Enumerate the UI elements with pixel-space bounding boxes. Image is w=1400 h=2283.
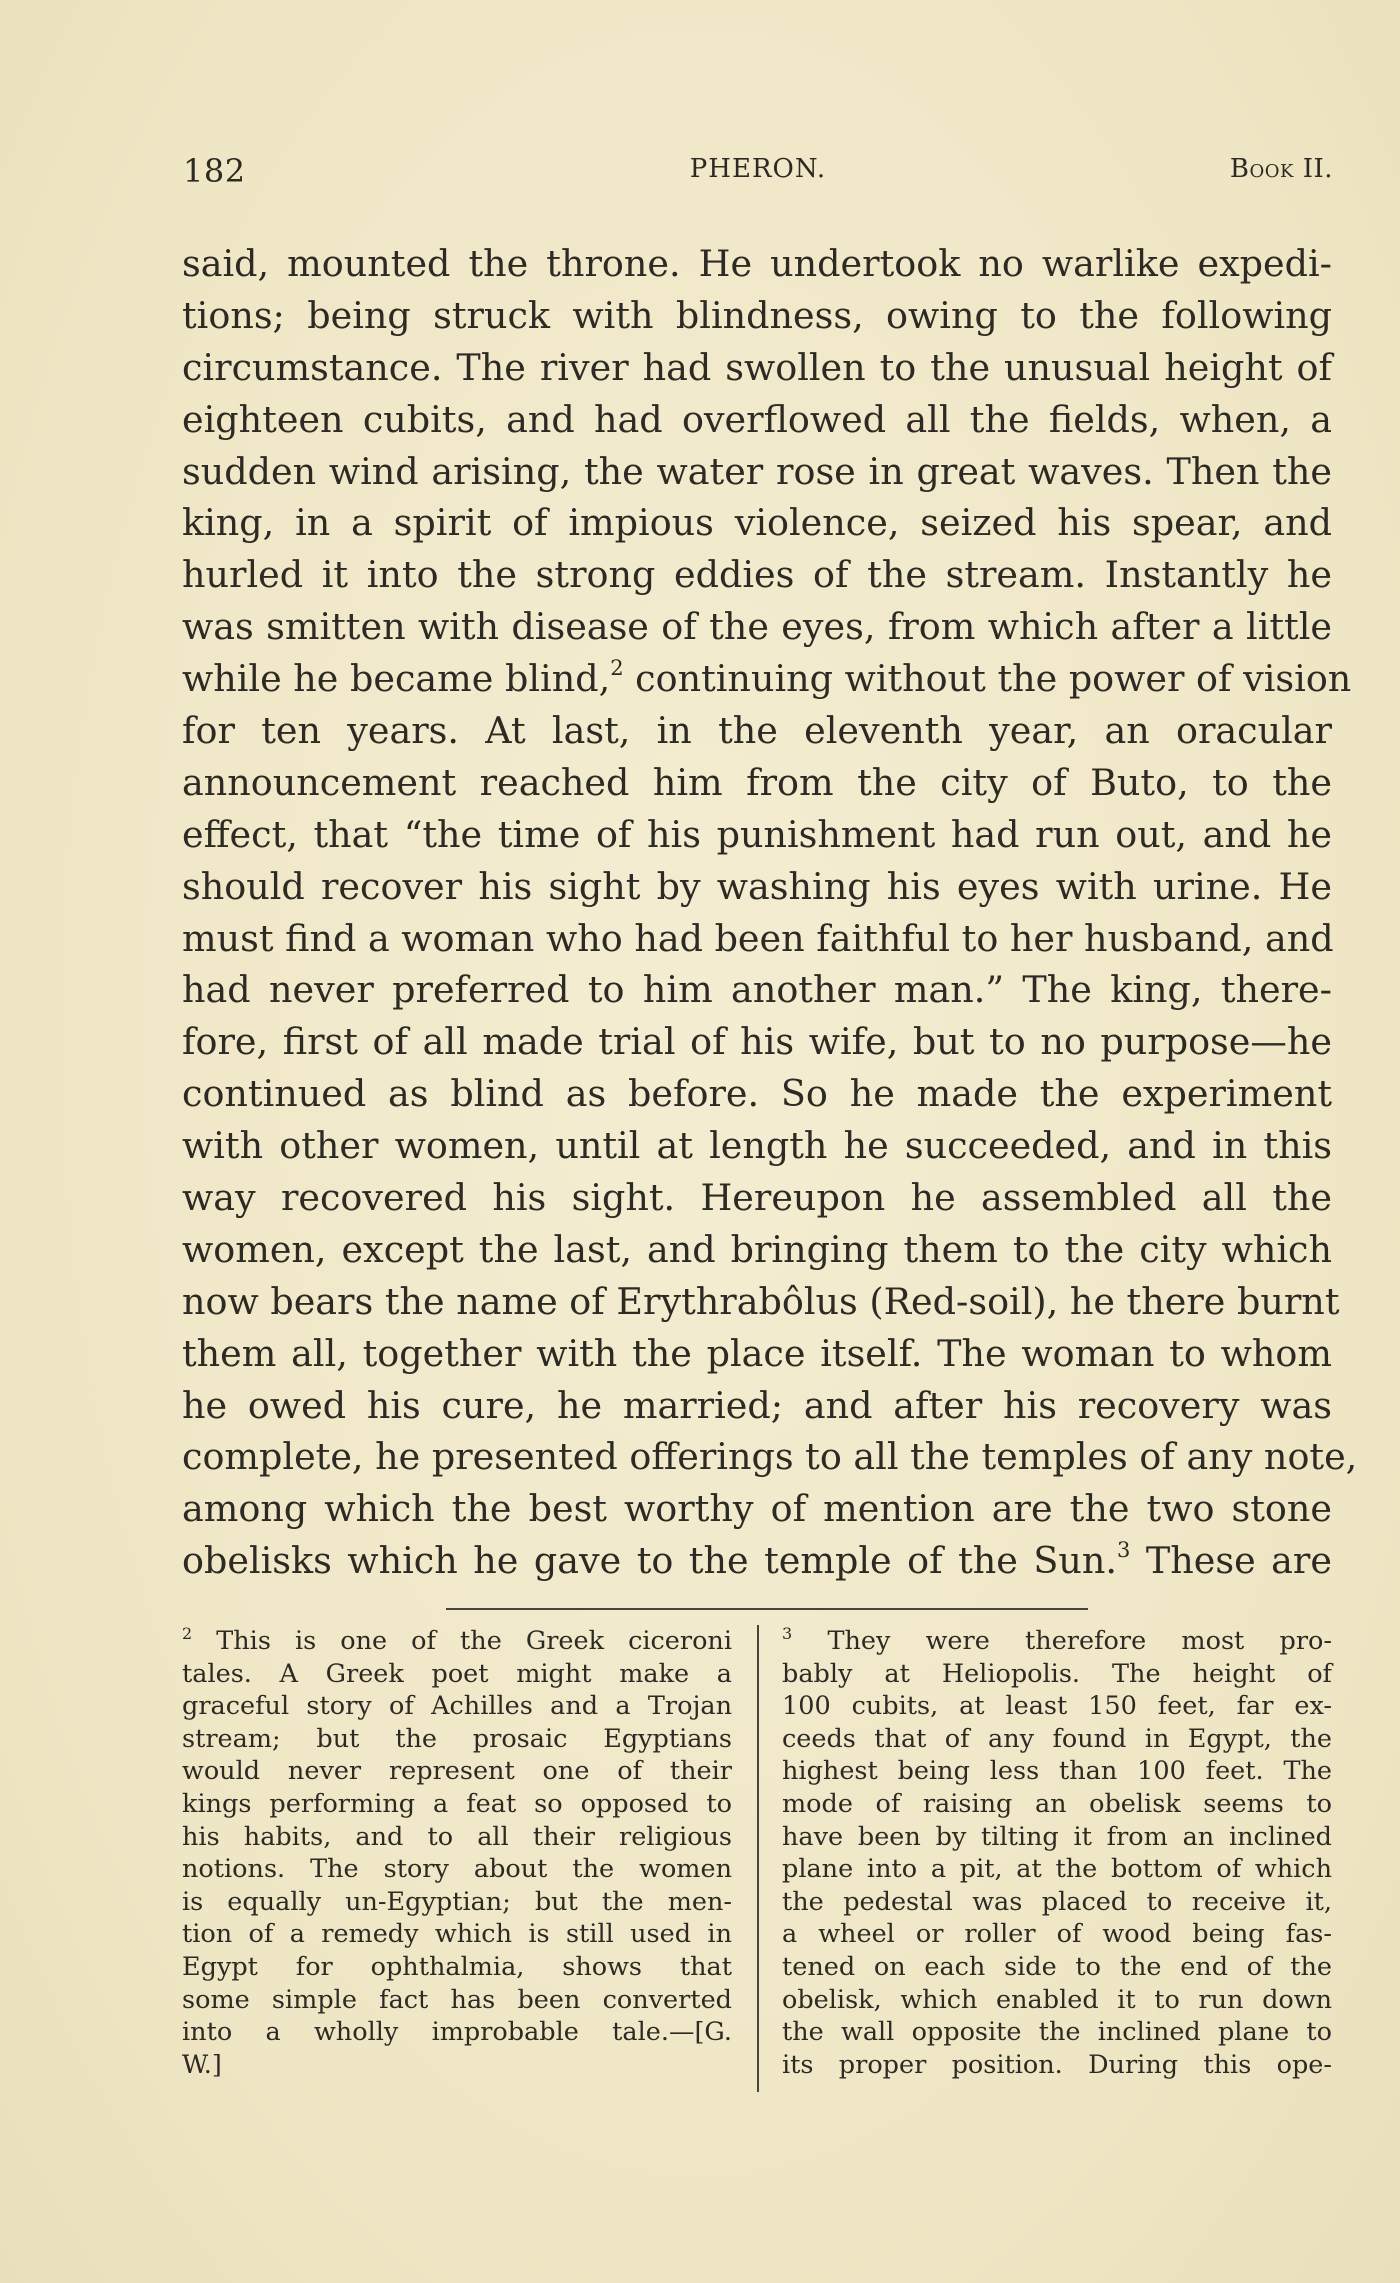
body-line-text: obelisks which he gave to the temple of the Sun. [182, 1539, 1118, 1583]
footnote-2 [182, 1625, 732, 2081]
body-line-text: hurled it into the strong eddies of the stream. Instantly he [182, 553, 1332, 597]
footnote-line-text: into a wholly improbable tale.—[G. [182, 2017, 732, 2048]
body-line [182, 290, 1332, 342]
footnote-line [182, 1951, 732, 1984]
body-line-text: continued as blind as before. So he made the experiment [182, 1072, 1332, 1116]
footnote-line [782, 1918, 1332, 1951]
body-line-text: now bears the name of Erythrabôlus (Red-soil), he there burnt [182, 1279, 1340, 1323]
footnote-line-text: notions. The story about the women [182, 1854, 732, 1885]
footnote-line [782, 2016, 1332, 2049]
body-line-text: he owed his cure, he married; and after his recovery was [182, 1383, 1332, 1427]
body-line-text: them all, together with the place itself. The woman to whom [182, 1331, 1332, 1375]
footnote-line [182, 1788, 732, 1821]
body-line [182, 1276, 1340, 1328]
body-line [182, 601, 1332, 653]
body-line [182, 1120, 1332, 1172]
footnote-line [182, 1821, 732, 1854]
footnote-line [182, 1625, 732, 1658]
footnote-line [182, 1918, 732, 1951]
footnote-line-text: his habits, and to all their religious [182, 1821, 732, 1852]
body-line-text: while he became blind, [182, 657, 611, 701]
footnote-line-text: tened on each side to the end of the [782, 1951, 1332, 1982]
footnote-reference: 2 [610, 656, 624, 681]
footnotes [182, 1625, 1332, 2105]
body-line [182, 497, 1332, 549]
footnote-line-text: the wall opposite the inclined plane to [782, 2017, 1332, 2048]
footnote-column-divider [757, 1625, 759, 2092]
footnote-line-text: stream; but the prosaic Egyptians [182, 1723, 732, 1754]
body-line-text: effect, that “the time of his punishment had run out, and he [182, 812, 1332, 856]
body-line [182, 394, 1332, 446]
footnote-marker: 3 [782, 1624, 793, 1643]
body-line [182, 1483, 1332, 1535]
footnote-line [782, 1853, 1332, 1886]
footnote-line [782, 1690, 1332, 1723]
body-line [182, 1380, 1332, 1432]
footnote-line-text: highest being less than 100 feet. The [782, 1756, 1332, 1787]
body-line [182, 1328, 1332, 1380]
footnote-line-text: would never represent one of their [182, 1756, 732, 1787]
body-line-text: for ten years. At last, in the eleventh year, an oracular [182, 709, 1332, 753]
footnote-line [182, 1755, 732, 1788]
page-header [183, 152, 1333, 196]
body-line [182, 446, 1332, 498]
body-line [182, 1535, 1332, 1587]
footnote-line [182, 1886, 732, 1919]
body-line-text: had never preferred to him another man.” The king, there- [182, 968, 1332, 1012]
body-line [182, 549, 1332, 601]
footnote-line-text: bably at Heliopolis. The height of [782, 1658, 1332, 1689]
footnote-marker: 2 [182, 1624, 193, 1643]
body-line [182, 964, 1332, 1016]
footnote-line-text: ceeds that of any found in Egypt, the [782, 1723, 1332, 1754]
body-line [182, 757, 1332, 809]
footnote-line-text: its proper position. During this ope- [782, 2049, 1332, 2080]
body-line [182, 913, 1332, 965]
body-line-text: with other women, until at length he succeeded, and in this [182, 1124, 1332, 1168]
footnote-line-text: graceful story of Achilles and a Trojan [182, 1691, 732, 1722]
body-line [182, 1016, 1332, 1068]
footnote-line-text: mode of raising an obelisk seems to [782, 1788, 1332, 1819]
footnote-reference: 3 [1117, 1538, 1131, 1563]
running-title: PHERON. [689, 154, 827, 184]
footnote-line-text: This is one of the Greek ciceroni [216, 1626, 733, 1656]
footnote-line-text: is equally un-Egyptian; but the men- [182, 1886, 732, 1917]
footnote-line-text: tales. A Greek poet might make a [182, 1658, 732, 1689]
footnote-line [182, 1984, 732, 2017]
footnote-3 [782, 1625, 1332, 2081]
footnote-line-text: the pedestal was placed to receive it, [782, 1886, 1332, 1917]
footnote-line-text: They were therefore most pro- [827, 1626, 1332, 1656]
footnote-line-text: Egypt for ophthalmia, shows that [182, 1951, 732, 1982]
body-line-text: These are [1130, 1539, 1332, 1583]
body-line [182, 705, 1332, 757]
footnote-line-text: tion of a remedy which is still used in [182, 1919, 732, 1950]
body-line [182, 1224, 1332, 1276]
body-line [182, 653, 1352, 705]
footnote-line [182, 2049, 732, 2082]
body-line [182, 1431, 1358, 1483]
body-line [182, 861, 1332, 913]
footnote-line [182, 2016, 732, 2049]
footnote-line [182, 1853, 732, 1886]
body-line-text: king, in a spirit of impious violence, seized his spear, and [182, 501, 1332, 545]
body-line-text: way recovered his sight. Hereupon he assembled all the [182, 1176, 1332, 1220]
body-line-text: eighteen cubits, and had overflowed all the fields, when, a [182, 397, 1332, 441]
footnote-line [782, 1755, 1332, 1788]
footnote-line [782, 1821, 1332, 1854]
body-line-text: complete, he presented offerings to all the temples of any note, [182, 1435, 1358, 1479]
body-line-text: must find a woman who had been faithful to her husband, and [182, 916, 1334, 960]
body-line-text: sudden wind arising, the water rose in great waves. Then the [182, 449, 1332, 493]
body-line [182, 1172, 1332, 1224]
footnote-line [182, 1723, 732, 1756]
body-line [182, 238, 1332, 290]
body-line [182, 342, 1332, 394]
footnote-line-text: some simple fact has been converted [182, 1984, 732, 2015]
body-line-text: should recover his sight by washing his eyes with urine. He [182, 864, 1332, 908]
body-line-text: continuing without the power of vision [623, 657, 1352, 701]
body-line [182, 1068, 1332, 1120]
footnote-line [782, 1984, 1332, 2017]
footnote-line [182, 1690, 732, 1723]
footnote-line-text: plane into a pit, at the bottom of which [782, 1854, 1332, 1885]
body-line-text: circumstance. The river had swollen to the unusual height of [182, 345, 1332, 389]
body-line-text: women, except the last, and bringing them to the city which [182, 1227, 1332, 1271]
footnote-line [782, 1625, 1332, 1658]
footnote-line-text: obelisk, which enabled it to run down [782, 1984, 1332, 2015]
body-line-text: announcement reached him from the city of Buto, to the [182, 760, 1332, 804]
body-line-text: was smitten with disease of the eyes, from which after a little [182, 605, 1332, 649]
body-line [182, 809, 1332, 861]
footnote-line-text: 100 cubits, at least 150 feet, far ex- [782, 1691, 1332, 1722]
footnote-line [782, 1886, 1332, 1919]
book-label: Book II. [1229, 154, 1333, 184]
footnote-line-text: a wheel or roller of wood being fas- [782, 1919, 1332, 1950]
footnote-line-text: have been by tilting it from an inclined [782, 1821, 1332, 1852]
footnote-line [782, 1788, 1332, 1821]
footnote-line [782, 1723, 1332, 1756]
body-line-text: among which the best worthy of mention are the two stone [182, 1487, 1332, 1531]
footnote-line [782, 2049, 1332, 2082]
footnote-line [782, 1658, 1332, 1691]
footnote-line [182, 1658, 732, 1691]
footnote-rule [446, 1608, 1088, 1610]
footnote-line-text: W.] [182, 2049, 222, 2080]
body-line-text: said, mounted the throne. He undertook no warlike expedi- [182, 242, 1332, 285]
body-line-text: fore, first of all made trial of his wife, but to no purpose—he [182, 1020, 1332, 1064]
footnote-line-text: kings performing a feat so opposed to [182, 1788, 732, 1819]
footnote-line [782, 1951, 1332, 1984]
main-text [182, 238, 1358, 1587]
body-line-text: tions; being struck with blindness, owing to the following [182, 293, 1332, 337]
page-number: 182 [183, 152, 246, 190]
